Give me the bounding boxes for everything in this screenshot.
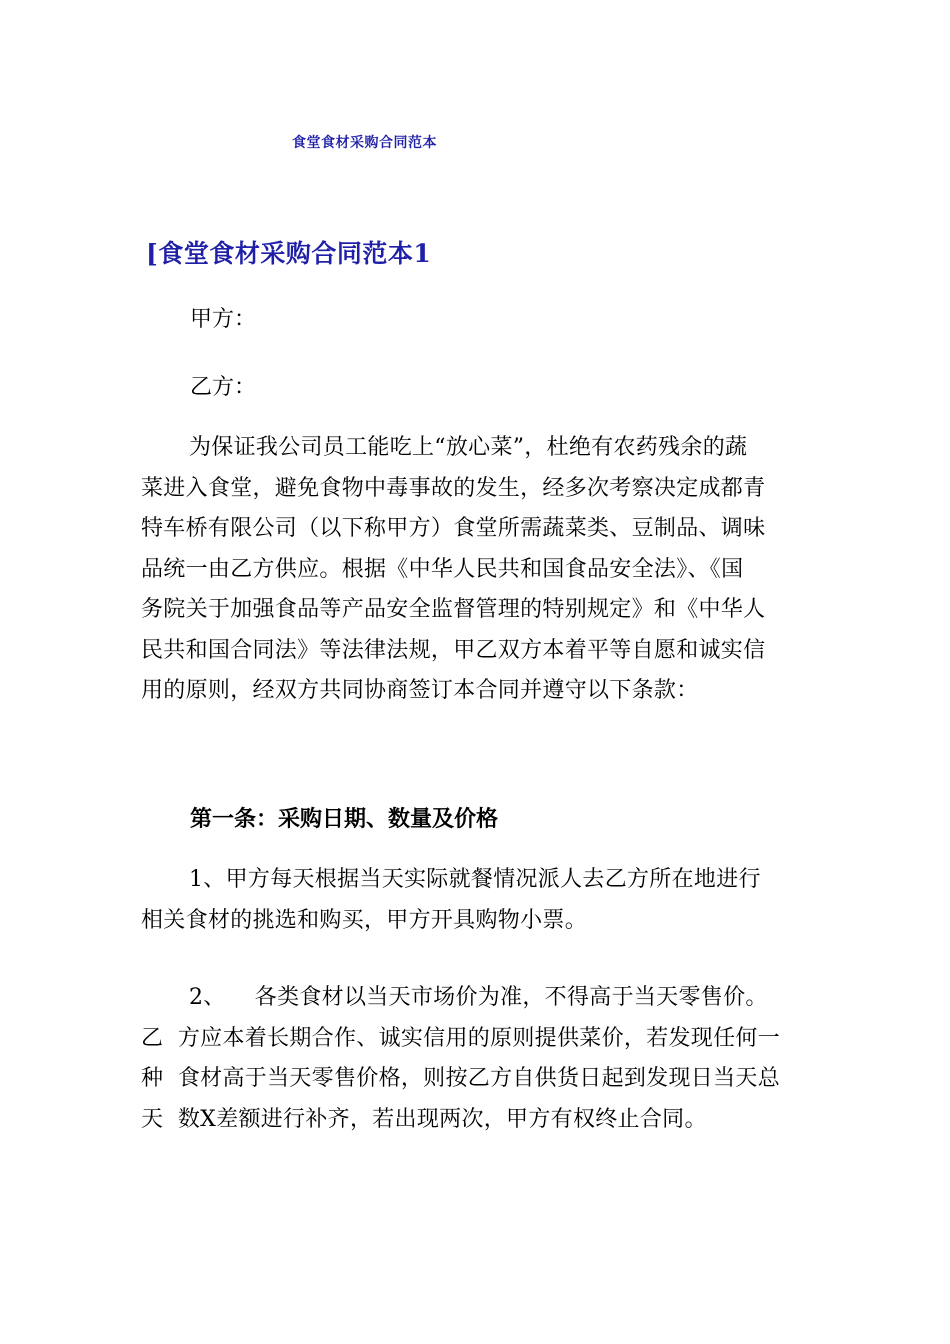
text-line: 天 数X差额进行补齐，若出现两次，甲方有权终止合同。 (141, 1106, 707, 1132)
text-line: 相关食材的挑选和购买，甲方开具购物小票。 (141, 907, 588, 933)
clause-2-paragraph (141, 978, 817, 1140)
section-heading: [食堂食材采购合同范本1 (146, 239, 432, 268)
clause-1-paragraph (141, 860, 817, 941)
text-line: 品统一由乙方供应。根据《中华人民共和国食品安全法》、《国 (141, 556, 744, 582)
text-line: 用的原则，经双方共同协商签订本合同并遵守以下条款： (141, 678, 699, 703)
text-line: 种 食材高于当天零售价格，则按乙方自供货日起到发现日当天总 (141, 1066, 780, 1091)
party-b-label: 乙方： (190, 375, 257, 400)
article-1-heading: 第一条：采购日期、数量及价格 (190, 806, 499, 832)
header-title: 食堂食材采购合同范本 (292, 135, 437, 151)
text-line: 菜进入食堂，避免食物中毒事故的发生，经多次考察决定成都青 (141, 475, 766, 501)
text-line: 民共和国合同法》等法律法规，甲乙双方本着平等自愿和诚实信 (141, 637, 766, 663)
party-a-label: 甲方： (190, 307, 257, 332)
text-line: 为保证我公司员工能吃上“放心菜”，杜绝有农药残余的蔬 (189, 435, 748, 460)
text-line: 务院关于加强食品等产品安全监督管理的特别规定》和《中华人 (141, 597, 766, 622)
text-line: 特车桥有限公司（以下称甲方）食堂所需蔬菜类、豆制品、调味 (141, 516, 766, 541)
text-line: 乙 方应本着长期合作、诚实信用的原则提供菜价，若发现任何一 (141, 1025, 780, 1051)
text-line: 2、 各类食材以当天市场价为准，不得高于当天零售价。 (189, 985, 768, 1010)
text-line: 1、甲方每天根据当天实际就餐情况派人去乙方所在地进行 (189, 867, 761, 892)
intro-paragraph (141, 428, 817, 712)
